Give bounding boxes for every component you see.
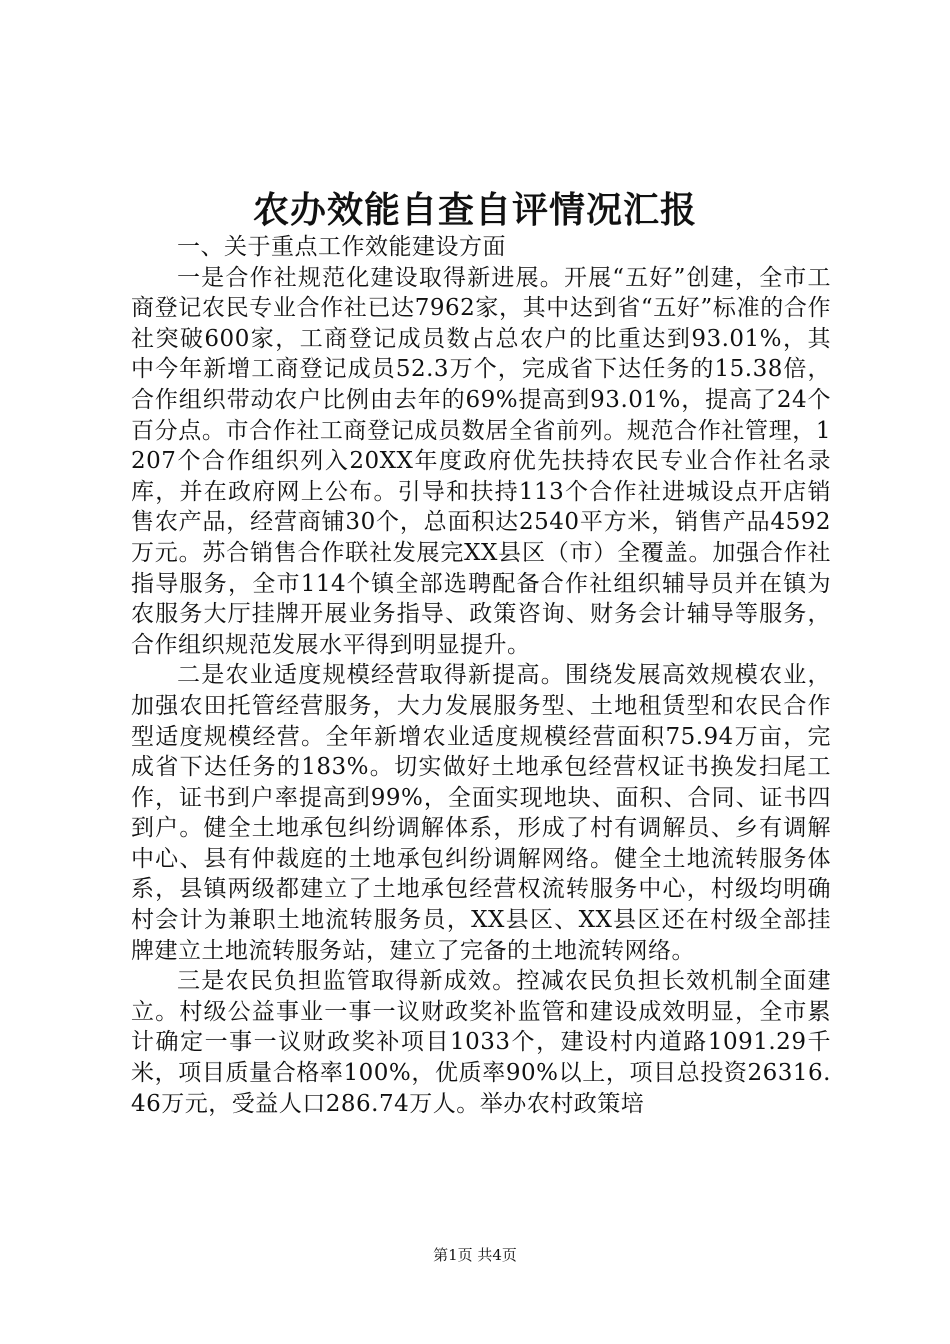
section-heading: 一、关于重点工作效能建设方面 [177, 234, 506, 260]
paragraph-cooperatives: 一是合作社规范化建设取得新进展。开展“五好”创建，全市工商登记农民专业合作社已达7962家，其中达到省“五好”标准的合作社突破600家，工商登记成员数占总农户的比重达到93.01%，其中今年新增工商登记成员52.3万个，完成省下达任务的15.38倍，合作组织带动农户比例由去年的69%提高到93.01%，提高了24个百分点。市合作社工商登记成员数居全省前列。规范合作社管理，1207个合作组织列入20XX年度政府优先扶持农民专业合作社名录库，并在政府网上公布。引导和扶持113个合作社进城设点开店销售农产品，经营商铺30个，总面积达2540平方米，销售产品4592万元。苏合销售合作联社发展完XX县区（市）全覆盖。加强合作社指导服务，全市114个镇全部选聘配备合作社组织辅导员并在镇为农服务大厅挂牌开展业务指导、政策咨询、财务会计辅导等服务，合作组织规范发展水平得到明显提升。 [131, 264, 831, 658]
document-title: 农办效能自查自评情况汇报 [252, 189, 697, 231]
paragraph-farmer-burden: 三是农民负担监管取得新成效。控减农民负担长效机制全面建立。村级公益事业一事一议财政奖补监管和建设成效明显，全市累计确定一事一议财政奖补项目1033个，建设村内道路1091.29千米，项目质量合格率100%，优质率90%以上，项目总投资26316.46万元，受益人口286.74万人。举办农村政策培 [131, 968, 831, 1117]
document-body [131, 232, 831, 1119]
page-footer: 第1页 共4页 [433, 1246, 517, 1264]
paragraph-scale-operation: 二是农业适度规模经营取得新提高。围绕发展高效规模农业，加强农田托管经营服务，大力发展服务型、土地租赁型和农民合作型适度规模经营。全年新增农业适度规模经营面积75.94万亩，完成省下达任务的183%。切实做好土地承包经营权证书换发扫尾工作，证书到户率提高到99%，全面实现地块、面积、合同、证书四到户。健全土地承包纠纷调解体系，形成了村有调解员、乡有调解中心、县有仲裁庭的土地承包纠纷调解网络。健全土地流转服务体系，县镇两级都建立了土地承包经营权流转服务中心，村级均明确村会计为兼职土地流转服务员，XX县区、XX县区还在村级全部挂牌建立土地流转服务站，建立了完备的土地流转网络。 [131, 662, 831, 964]
